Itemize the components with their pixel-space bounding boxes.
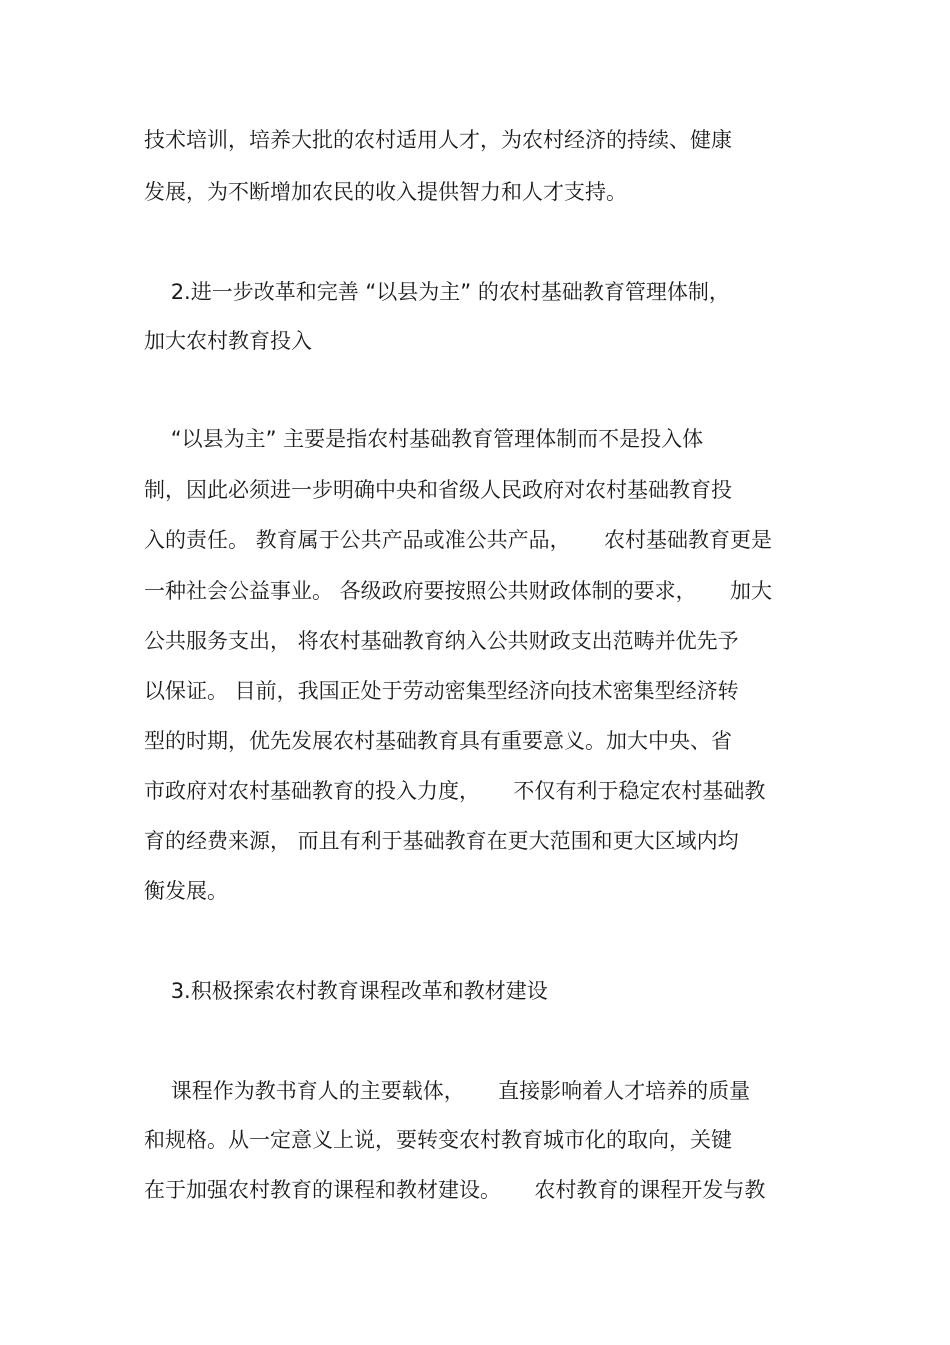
text-line: 制，因此必须进一步明确中央和省级人民政府对农村基础教育投 <box>144 478 732 502</box>
section-heading: 加大农村教育投入 <box>144 329 312 353</box>
section-heading: 3.积极探索农村教育课程改革和教材建设 <box>144 979 548 1003</box>
text-line: 入的责任。 教育属于公共产品或准公共产品， 农村基础教育更是 <box>144 528 773 552</box>
text-line: 公共服务支出， 将农村基础教育纳入公共财政支出范畴并优先予 <box>144 629 739 653</box>
text-line: 以保证。 目前，我国正处于劳动密集型经济向技术密集型经济转 <box>144 679 739 703</box>
text-line: 育的经费来源， 而且有利于基础教育在更大范围和更大区域内均 <box>144 829 739 853</box>
text-line: 课程作为教书育人的主要载体， 直接影响着人才培养的质量 <box>144 1079 751 1103</box>
text-line: 发展，为不断增加农民的收入提供智力和人才支持。 <box>144 180 627 204</box>
text-line: “以县为主” 主要是指农村基础教育管理体制而不是投入体 <box>144 427 704 451</box>
text-line: 市政府对农村基础教育的投入力度， 不仅有利于稳定农村基础教 <box>144 779 766 803</box>
text-line: 技术培训，培养大批的农村适用人才，为农村经济的持续、健康 <box>144 128 732 152</box>
section-heading: 2.进一步改革和完善 “以县为主” 的农村基础教育管理体制， <box>144 280 730 304</box>
text-line: 衡发展。 <box>144 879 228 903</box>
text-line: 型的时期，优先发展农村基础教育具有重要意义。加大中央、省 <box>144 729 732 753</box>
text-line: 一种社会公益事业。 各级政府要按照公共财政体制的要求， 加大 <box>144 579 773 603</box>
text-line: 在于加强农村教育的课程和教材建设。 农村教育的课程开发与教 <box>144 1178 766 1202</box>
text-line: 和规格。从一定意义上说，要转变农村教育城市化的取向，关键 <box>144 1128 732 1152</box>
